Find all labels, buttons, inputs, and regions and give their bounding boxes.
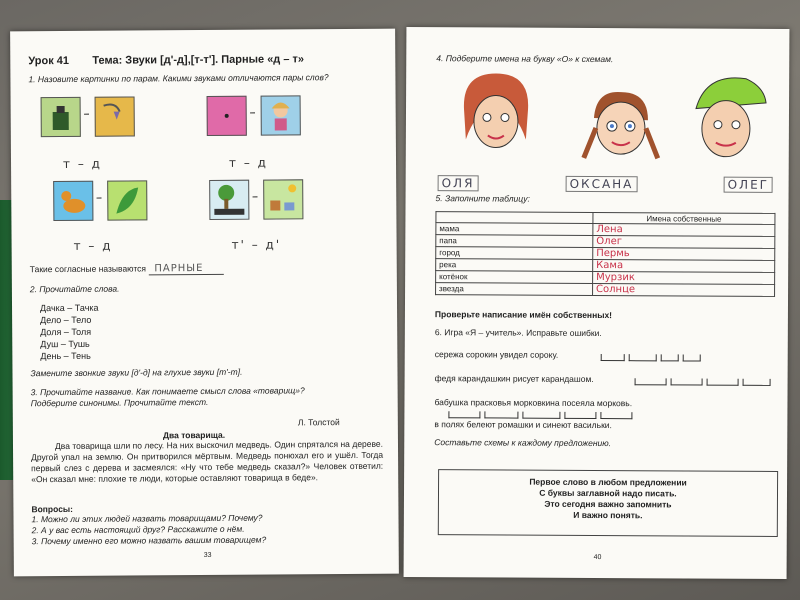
picture-girl	[261, 95, 301, 135]
lesson-topic: Тема: Звуки [д'-д],[т-т']. Парные «д – т»	[92, 53, 305, 67]
story-title: Два товарища.	[162, 429, 226, 441]
sentence-3: бабушка прасковья морковкина посеяла морковь.	[434, 397, 633, 409]
task-3: 3. Прочитайте название. Как понимаете смысл слова «товарищ»? Подберите синонимы. Прочитайте текст.	[30, 385, 305, 409]
task-5: 5. Заполните таблицу:	[435, 193, 530, 204]
lesson-number: Урок 41	[28, 54, 70, 68]
check-note: Проверьте написание имён собственных!	[434, 309, 613, 321]
questions-title: Вопросы:	[31, 503, 74, 515]
pair-label-1: т – д	[62, 156, 102, 171]
question-1: 1. Можно ли этих людей назвать товарищами? Почему?	[31, 512, 263, 525]
table-row: звезда Солнце	[436, 283, 775, 297]
table-row: папа Олег	[436, 235, 775, 249]
left-page: Урок 41 Тема: Звуки [д'-д],[т-т']. Парные «д – т» 1. Назовите картинки по парам. Какими звуками отличаются пары слов? – – т – д т – д – – т – д т' – д' Такие согласные называются ПАРНЫЕ 2. Прочитайте слова. Дачка – Тачка Дело – Тело Доля – Толя Душ – Тушь День – Тень Замените звонкие звуки [д'-д] на глухие звуки [т'-т]. 3. Прочитайте название. Как понимаете смысл слова «товарищ»? Подберите синонимы. Прочитайте текст. Л. Толстой Два товарища. Два товарища шли по лесу. На них выскочил медведь. Один спрятался на дереве. Другой упал на землю. Он притворился мёртвым. Медведь понюхал его и ушёл. Тогда первый слез с дерева и засмеялся: «Ну что тебе медведь сказал?» Человек ответил: «Он сказал мне: плохие те люди, которые оставляют товарища в беде». Вопросы: 1. Можно ли этих людей назвать товарищами? Почему? 2. А у вас есть настоящий друг? Расскажите о нём. 3. Почему именно его можно назвать вашим товарищем? 33	[10, 29, 399, 577]
task-2: 2. Прочитайте слова.	[29, 283, 120, 295]
name-scheme-2: ОКСАНА	[566, 176, 638, 192]
word-pair-3: Доля – Толя	[40, 326, 92, 338]
consonants-sentence	[30, 263, 224, 275]
picture-village	[263, 179, 303, 219]
word-pair-5: День – Тень	[40, 350, 91, 362]
girl-face-drawing-2	[576, 88, 666, 178]
picture-dot	[207, 96, 247, 136]
pair-label-4: т' – д'	[231, 237, 282, 252]
word-pair-2: Дело – Тело	[40, 314, 92, 326]
rule-line-4: И важно понять.	[573, 509, 643, 521]
boy-face-drawing	[686, 68, 777, 168]
table-row: котёнок Мурзик	[436, 271, 775, 285]
page-number-right: 40	[593, 553, 602, 562]
proper-names-table	[435, 211, 775, 297]
picture-ink-bottle	[41, 97, 81, 137]
rule-box	[438, 469, 778, 537]
consonants-answer: ПАРНЫЕ	[148, 263, 223, 276]
task-4: 4. Подберите имена на букву «О» к схемам.	[436, 53, 614, 65]
picture-leaf	[107, 180, 147, 220]
schemes-note: Составьте схемы к каждому предложению.	[434, 437, 612, 449]
picture-duck	[53, 181, 93, 221]
girl-face-drawing-1	[456, 69, 537, 169]
word-pair-1: Дачка – Тачка	[40, 302, 99, 314]
replace-note: Замените звонкие звуки [д'-д] на глухие звуки [т'-т].	[30, 366, 243, 379]
sentence-4: в полях белеют ромашки и синеют васильки.	[434, 419, 612, 431]
table-row: город Пермь	[436, 247, 775, 261]
picture-tree-shadow	[209, 180, 249, 220]
sentence-1: сережа сорокин увидел сороку.	[434, 349, 559, 360]
rule-line-1: Первое слово в любом предложении	[529, 476, 687, 488]
name-scheme-1: ОЛЯ	[438, 175, 479, 191]
page-number-left: 33	[203, 551, 212, 560]
name-scheme-3: ОЛЕГ	[724, 177, 773, 193]
rule-line-3: Это сегодня важно запомнить	[544, 498, 672, 510]
right-page	[404, 27, 790, 579]
question-3: 3. Почему именно его можно назвать вашим товарищем?	[31, 534, 267, 547]
table-header: Имена собственные	[593, 212, 775, 224]
task-1: 1. Назовите картинки по парам. Какими звуками отличаются пары слов?	[28, 72, 329, 85]
pair-label-2: т – д	[228, 155, 268, 170]
story-text: Два товарища шли по лесу. На них выскочил медведь. Один спрятался на дереве. Другой упал на землю. Он притворился мёртвым. Медведь понюхал его и ушёл. Тогда первый слез с дерева и засмеялся: «Ну что тебе медведь сказал?» Человек ответил: «Он сказал мне: плохие те люди, которые оставляют товарища в беде».	[31, 438, 384, 485]
picture-shower	[95, 96, 135, 136]
consonants-prefix: Такие согласные называются	[29, 263, 147, 275]
task-6: 6. Игра «Я – учитель». Исправьте ошибки.	[434, 327, 602, 339]
sentence-2: федя карандашкин рисует карандашом.	[434, 373, 594, 384]
author: Л. Толстой	[297, 417, 340, 428]
word-pair-4: Душ – Тушь	[40, 338, 90, 350]
table-row: река Кама	[436, 259, 775, 273]
table-row: мама Лена	[436, 223, 775, 237]
question-2: 2. А у вас есть настоящий друг? Расскажите о нём.	[31, 523, 245, 536]
pair-label-3: т – д	[73, 238, 113, 253]
rule-line-2: С буквы заглавной надо писать.	[539, 487, 677, 499]
